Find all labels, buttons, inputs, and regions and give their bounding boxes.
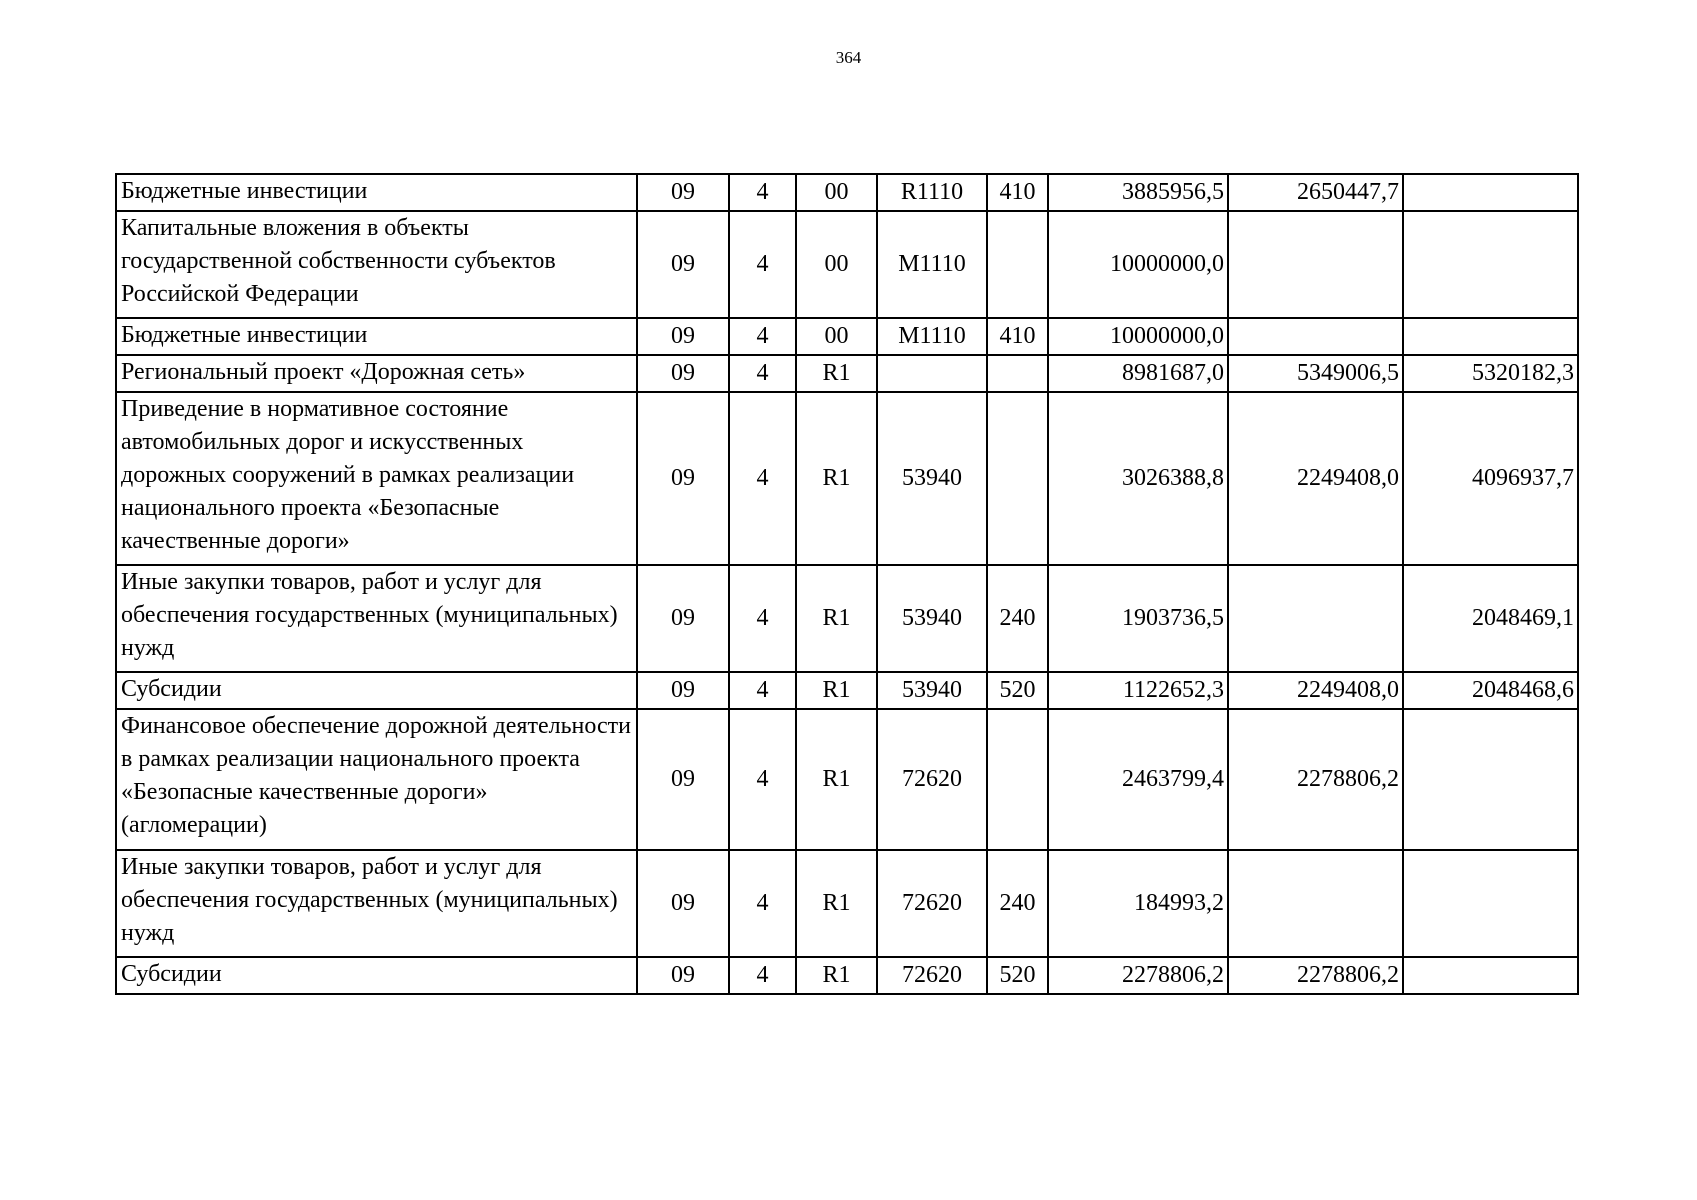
table-row: [116, 957, 1578, 994]
row-amount-1: 1903736,5: [1048, 565, 1228, 672]
row-target-code: 53940: [877, 392, 987, 565]
row-amount-3: 2048469,1: [1403, 565, 1578, 672]
row-target-code: 72620: [877, 709, 987, 850]
row-amount-1: 2463799,4: [1048, 709, 1228, 850]
row-expense-type: 410: [987, 174, 1048, 211]
row-name: Субсидии: [116, 957, 637, 994]
row-amount-1: 184993,2: [1048, 850, 1228, 957]
row-amount-3: 2048468,6: [1403, 672, 1578, 709]
row-amount-3: [1403, 709, 1578, 850]
row-amount-3: [1403, 318, 1578, 355]
row-amount-2: 2249408,0: [1228, 672, 1403, 709]
row-subprogram: R1: [796, 355, 877, 392]
table-row: [116, 211, 1578, 318]
row-amount-2: [1228, 211, 1403, 318]
row-name: Финансовое обеспечение дорожной деятельности в рамках реализации национального проекта «Безопасные качественные дороги» (агломерации): [116, 709, 637, 850]
row-amount-1: 10000000,0: [1048, 211, 1228, 318]
row-amount-1: 8981687,0: [1048, 355, 1228, 392]
row-expense-type: 240: [987, 565, 1048, 672]
row-program: 4: [729, 211, 796, 318]
table-row: [116, 565, 1578, 672]
row-amount-3: [1403, 211, 1578, 318]
row-target-code: 72620: [877, 850, 987, 957]
table-row: [116, 355, 1578, 392]
row-program: 4: [729, 355, 796, 392]
row-program: 4: [729, 318, 796, 355]
page-number: 364: [835, 48, 862, 67]
row-expense-type: 520: [987, 672, 1048, 709]
row-program: 4: [729, 392, 796, 565]
row-amount-2: [1228, 565, 1403, 672]
row-program: 4: [729, 709, 796, 850]
row-amount-3: 5320182,3: [1403, 355, 1578, 392]
row-expense-type: [987, 392, 1048, 565]
row-subprogram: R1: [796, 565, 877, 672]
table-row: [116, 672, 1578, 709]
row-amount-1: 3885956,5: [1048, 174, 1228, 211]
row-name: Бюджетные инвестиции: [116, 318, 637, 355]
table-row: [116, 850, 1578, 957]
row-amount-1: 1122652,3: [1048, 672, 1228, 709]
row-section: 09: [637, 672, 729, 709]
row-subprogram: R1: [796, 709, 877, 850]
row-amount-1: 3026388,8: [1048, 392, 1228, 565]
row-target-code: 72620: [877, 957, 987, 994]
row-section: 09: [637, 355, 729, 392]
row-amount-1: 10000000,0: [1048, 318, 1228, 355]
row-expense-type: [987, 709, 1048, 850]
row-section: 09: [637, 709, 729, 850]
row-expense-type: 410: [987, 318, 1048, 355]
table-row: [116, 709, 1578, 850]
row-name: Приведение в нормативное состояние автомобильных дорог и искусственных дорожных сооружений в рамках реализации национального проекта «Безопасные качественные дороги»: [116, 392, 637, 565]
row-target-code: М1110: [877, 318, 987, 355]
row-amount-2: [1228, 850, 1403, 957]
row-program: 4: [729, 565, 796, 672]
row-subprogram: R1: [796, 392, 877, 565]
row-subprogram: R1: [796, 850, 877, 957]
row-name: Иные закупки товаров, работ и услуг для обеспечения государственных (муниципальных) нужд: [116, 850, 637, 957]
row-section: 09: [637, 211, 729, 318]
table-row: [116, 174, 1578, 211]
row-section: 09: [637, 174, 729, 211]
row-name: Субсидии: [116, 672, 637, 709]
row-target-code: М1110: [877, 211, 987, 318]
row-expense-type: [987, 211, 1048, 318]
row-amount-2: 2249408,0: [1228, 392, 1403, 565]
row-program: 4: [729, 850, 796, 957]
row-name: Региональный проект «Дорожная сеть»: [116, 355, 637, 392]
row-name: Иные закупки товаров, работ и услуг для обеспечения государственных (муниципальных) нужд: [116, 565, 637, 672]
row-subprogram: 00: [796, 318, 877, 355]
row-expense-type: 240: [987, 850, 1048, 957]
row-program: 4: [729, 174, 796, 211]
row-expense-type: 520: [987, 957, 1048, 994]
row-amount-3: [1403, 850, 1578, 957]
row-target-code: 53940: [877, 672, 987, 709]
row-amount-2: 2278806,2: [1228, 709, 1403, 850]
row-expense-type: [987, 355, 1048, 392]
row-subprogram: 00: [796, 174, 877, 211]
row-section: 09: [637, 850, 729, 957]
row-program: 4: [729, 672, 796, 709]
row-section: 09: [637, 957, 729, 994]
row-name: Капитальные вложения в объекты государственной собственности субъектов Российской Федерации: [116, 211, 637, 318]
row-name: Бюджетные инвестиции: [116, 174, 637, 211]
row-amount-2: 2650447,7: [1228, 174, 1403, 211]
row-amount-2: [1228, 318, 1403, 355]
row-subprogram: R1: [796, 957, 877, 994]
row-amount-1: 2278806,2: [1048, 957, 1228, 994]
row-program: 4: [729, 957, 796, 994]
row-amount-3: [1403, 957, 1578, 994]
row-section: 09: [637, 565, 729, 672]
row-amount-3: 4096937,7: [1403, 392, 1578, 565]
row-subprogram: R1: [796, 672, 877, 709]
row-amount-2: 2278806,2: [1228, 957, 1403, 994]
row-section: 09: [637, 318, 729, 355]
row-section: 09: [637, 392, 729, 565]
row-subprogram: 00: [796, 211, 877, 318]
row-target-code: [877, 355, 987, 392]
table-row: [116, 392, 1578, 565]
row-amount-2: 5349006,5: [1228, 355, 1403, 392]
row-amount-3: [1403, 174, 1578, 211]
budget-table: [115, 173, 1579, 995]
row-target-code: 53940: [877, 565, 987, 672]
row-target-code: R1110: [877, 174, 987, 211]
table-row: [116, 318, 1578, 355]
